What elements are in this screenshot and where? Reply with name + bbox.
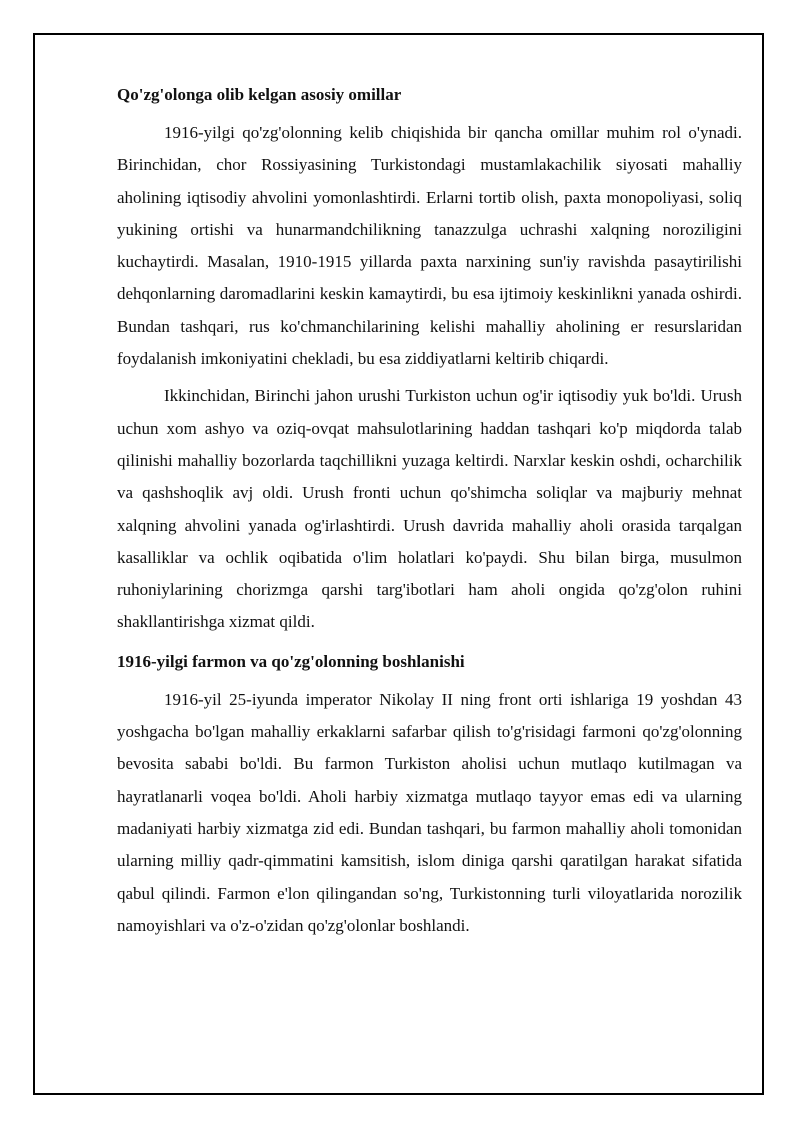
document-body: [117, 84, 742, 947]
paragraph-factors-1: 1916-yilgi qo'zg'olonning kelib chiqishida bir qancha omillar muhim rol o'ynadi. Birinchidan, chor Rossiyasining Turkistondagi mustamlakachilik siyosati mahalliy aholining iqtisodiy ahvolini yomonlashtirdi. Erlarni tortib olish, paxta monopoliyasi, soliq yukining ortishi va hunarmandchilikning tanazzulga uchrashi xalqning noroziligini kuchaytirdi. Masalan, 1910-1915 yillarda paxta narxining sun'iy ravishda pasaytirilishi dehqonlarning daromadlarini keskin kamaytirdi, bu esa ijtimoiy keskinlikni yanada oshirdi. Bundan tashqari, rus ko'chmanchilarining kelishi mahalliy aholining er resurslaridan foydalanish imkoniyatini chekladi, bu esa ziddiyatlarni keltirib chiqardi.: [117, 123, 742, 369]
paragraph-factors-2: Ikkinchidan, Birinchi jahon urushi Turkiston uchun og'ir iqtisodiy yuk bo'ldi. Urush uchun xom ashyo va oziq-ovqat mahsulotlarining haddan tashqari ko'p miqdorda talab qilinishi mahalliy bozorlarda taqchillikni yuzaga keltirdi. Narxlar keskin oshdi, ocharchilik va qashshoqlik avj oldi. Urush fronti uchun qo'shimcha soliqlar va majburiy mehnat xalqning ahvolini yanada og'irlashtirdi. Urush davrida mahalliy aholi orasida tarqalgan kasalliklar va ochlik oqibatida o'lim holatlari ko'paydi. Shu bilan birga, musulmon ruhoniylarining chorizmga qarshi targ'ibotlari ham aholi ongida qo'zg'olon ruhini shakllantirishga xizmat qildi.: [117, 386, 742, 632]
paragraph-decree-1: 1916-yil 25-iyunda imperator Nikolay II ning front orti ishlariga 19 yoshdan 43 yoshgacha bo'lgan mahalliy erkaklarni safarbar qilish to'g'risidagi farmoni qo'zg'olonning bevosita sababi bo'ldi. Bu farmon Turkiston aholisi uchun mutlaqo kutilmagan va hayratlanarli voqea bo'ldi. Aholi harbiy xizmatga mutlaqo tayyor emas edi va ularning madaniyati harbiy xizmatga zid edi. Bundan tashqari, bu farmon mahalliy aholi tomonidan ularning milliy qadr-qimmatini kamsitish, islom diniga qarshi qaratilgan harakat sifatida qabul qilindi. Farmon e'lon qilingandan so'ng, Turkistonning turli viloyatlarida norozilik namoyishlari va o'z-o'zidan qo'zg'olonlar boshlandi.: [117, 689, 742, 935]
section-heading-factors: Qo'zg'olonga olib kelgan asosiy omillar: [117, 85, 402, 104]
section-heading-decree: 1916-yilgi farmon va qo'zg'olonning boshlanishi: [117, 651, 465, 671]
